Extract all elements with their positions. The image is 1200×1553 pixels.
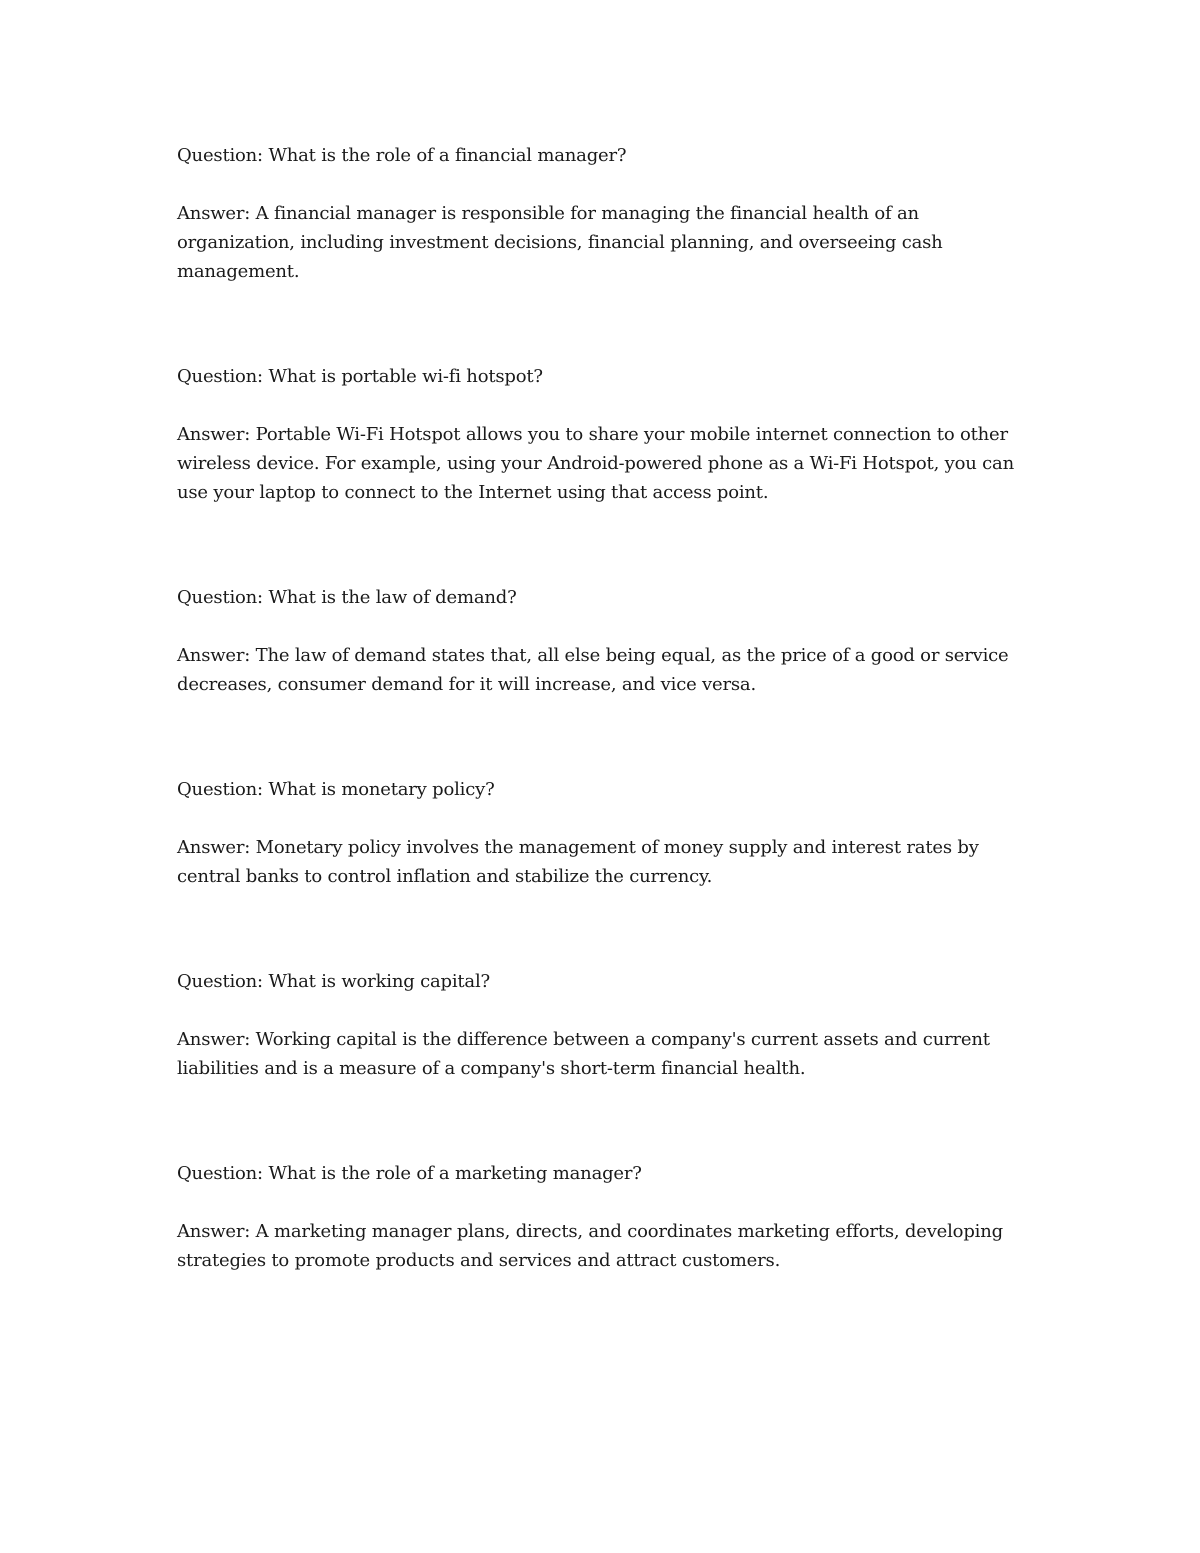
- answer-text: Answer: The law of demand states that, all else being equal, as the price of a good or service decreases, consumer demand for it will increase, and vice versa.: [177, 645, 1009, 695]
- qa-item: [177, 362, 1037, 507]
- question-text: Question: What is the role of a marketing manager?: [177, 1163, 642, 1184]
- question-text: Question: What is the role of a financial manager?: [177, 145, 627, 166]
- answer-text: Answer: Working capital is the difference between a company's current assets and current liabilities and is a measure of a company's short-term financial health.: [177, 1029, 990, 1079]
- question-text: Question: What is portable wi-fi hotspot?: [177, 366, 543, 387]
- question-text: Question: What is monetary policy?: [177, 779, 495, 800]
- answer-text: Answer: A marketing manager plans, directs, and coordinates marketing efforts, developing strategies to promote products and services and attract customers.: [177, 1221, 1003, 1271]
- answer-text: Answer: A financial manager is responsible for managing the financial health of an organization, including investment decisions, financial planning, and overseeing cash management.: [177, 203, 943, 282]
- qa-item: [177, 141, 1037, 286]
- question-text: Question: What is working capital?: [177, 971, 490, 992]
- answer-text: Answer: Monetary policy involves the management of money supply and interest rates by central banks to control inflation and stabilize the currency.: [177, 837, 979, 887]
- answer-text: Answer: Portable Wi-Fi Hotspot allows you to share your mobile internet connection to other wireless device. For example, using your Android-powered phone as a Wi-Fi Hotspot, you can use your laptop to connect to the Internet using that access point.: [177, 424, 1014, 503]
- qa-item: [177, 967, 1037, 1083]
- question-text: Question: What is the law of demand?: [177, 587, 517, 608]
- qa-list: [177, 141, 1037, 1351]
- qa-item: [177, 583, 1037, 699]
- qa-item: [177, 1159, 1037, 1275]
- qa-item: [177, 775, 1037, 891]
